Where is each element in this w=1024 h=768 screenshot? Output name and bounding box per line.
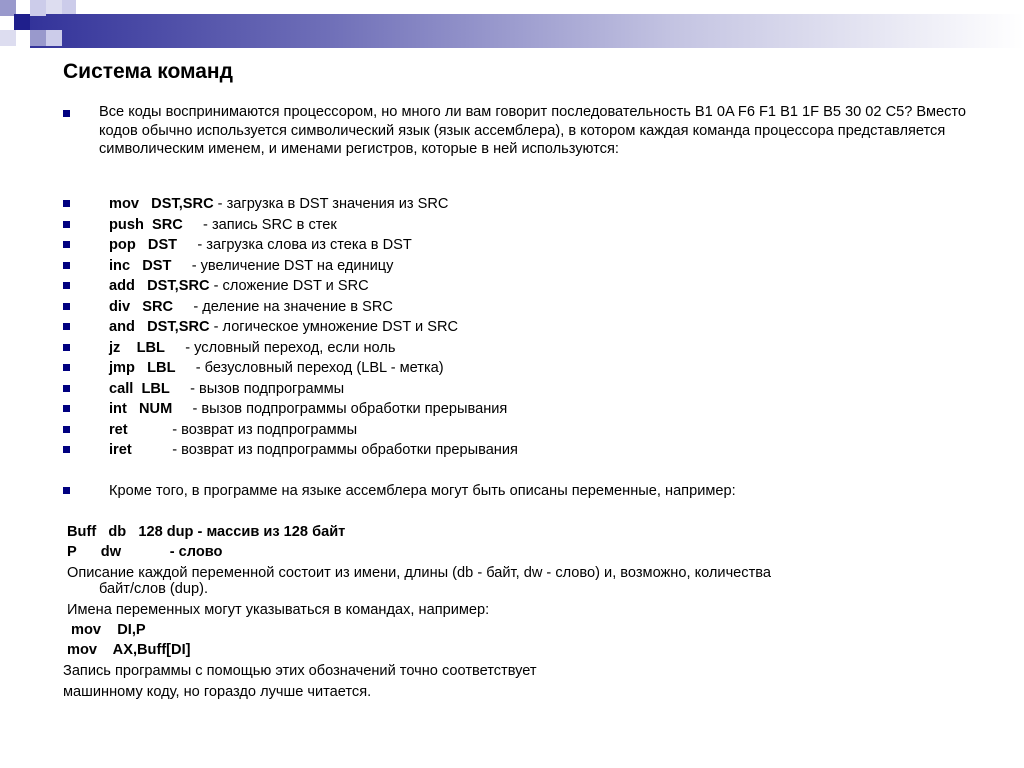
command-desc: - загрузка слова из стека в DST <box>177 237 412 253</box>
command-desc: - возврат из подпрограммы обработки прерывания <box>131 442 518 458</box>
command-item <box>109 195 448 213</box>
command-desc: - увеличение DST на единицу <box>171 258 394 274</box>
bullet-icon <box>63 323 70 330</box>
command-op: ret <box>109 422 128 438</box>
decor-square <box>30 30 46 46</box>
command-item <box>109 236 412 254</box>
closing-line: машинному коду, но гораздо лучше читается. <box>63 684 372 700</box>
command-desc: - вызов подпрограммы обработки прерывания <box>172 401 508 417</box>
command-op: and DST,SRC <box>109 319 210 335</box>
command-item <box>109 298 393 316</box>
command-desc: - логическое умножение DST и SRC <box>209 319 459 335</box>
bullet-icon <box>63 262 70 269</box>
bullet-icon <box>63 282 70 289</box>
command-op: jmp LBL <box>109 360 176 376</box>
bullet-icon <box>63 426 70 433</box>
bullet-icon <box>63 405 70 412</box>
command-item <box>109 359 444 377</box>
command-item <box>109 216 337 234</box>
command-item <box>109 318 458 336</box>
command-desc: - вызов подпрограммы <box>169 381 345 397</box>
names-line: Имена переменных могут указываться в командах, например: <box>67 602 490 618</box>
bullet-icon <box>63 110 70 117</box>
bullet-icon <box>63 303 70 310</box>
variable-p: P dw - слово <box>67 544 223 560</box>
command-op: int NUM <box>109 401 173 417</box>
example-command: mov AX,Buff[DI] <box>67 642 191 658</box>
decor-square <box>46 0 62 14</box>
description-line: Описание каждой переменной состоит из имени, длины (db - байт, dw - слово) и, возможно, количества <box>67 565 771 581</box>
bullet-icon <box>63 385 70 392</box>
command-desc: - запись SRC в стек <box>182 217 337 233</box>
variable-buff: Buff db 128 dup - массив из 128 байт <box>67 524 346 540</box>
command-item <box>109 421 357 439</box>
decor-square <box>14 14 30 30</box>
command-item <box>109 277 369 295</box>
command-desc: - сложение DST и SRC <box>209 278 369 294</box>
closing-line: Запись программы с помощью этих обозначений точно соответствует <box>63 663 537 679</box>
command-op: jz LBL <box>109 340 165 356</box>
command-op: push SRC <box>109 217 183 233</box>
description-line: байт/слов (dup). <box>99 581 209 597</box>
slide-title: Система команд <box>63 60 233 83</box>
bullet-icon <box>63 344 70 351</box>
header-gradient-bar <box>30 14 1024 48</box>
command-item <box>109 441 518 459</box>
bullet-icon <box>63 241 70 248</box>
bullet-icon <box>63 487 70 494</box>
command-op: mov DST,SRC <box>109 196 214 212</box>
command-desc: - возврат из подпрограммы <box>127 422 358 438</box>
command-op: add DST,SRC <box>109 278 210 294</box>
example-command: mov DI,P <box>71 622 146 638</box>
command-item <box>109 380 344 398</box>
command-op: div SRC <box>109 299 174 315</box>
command-op: call LBL <box>109 381 170 397</box>
decor-square <box>62 0 76 14</box>
decor-square <box>0 30 16 46</box>
command-item <box>109 400 507 418</box>
decor-square <box>30 0 46 16</box>
bullet-icon <box>63 221 70 228</box>
command-desc: - загрузка в DST значения из SRC <box>213 196 449 212</box>
bullet-icon <box>63 200 70 207</box>
command-item <box>109 257 393 275</box>
command-op: iret <box>109 442 132 458</box>
command-op: inc DST <box>109 258 172 274</box>
command-desc: - деление на значение в SRC <box>173 299 393 315</box>
command-op: pop DST <box>109 237 178 253</box>
command-desc: - безусловный переход (LBL - метка) <box>175 360 444 376</box>
command-desc: - условный переход, если ноль <box>164 340 396 356</box>
bullet-icon <box>63 364 70 371</box>
command-item <box>109 339 395 357</box>
variables-intro: Кроме того, в программе на языке ассемблера могут быть описаны переменные, например: <box>109 483 736 499</box>
decor-square <box>46 30 62 46</box>
bullet-icon <box>63 446 70 453</box>
intro-paragraph: Все коды воспринимаются процессором, но много ли вам говорит последовательность B1 0A F6 F1 B1 1F B5 30 02 C5? Вместо кодов обычно используется символический язык (язык ассемблера), в котором каждая команда процессора представляется символическим именем, и именами регистров, которые в ней используются: <box>99 104 967 157</box>
